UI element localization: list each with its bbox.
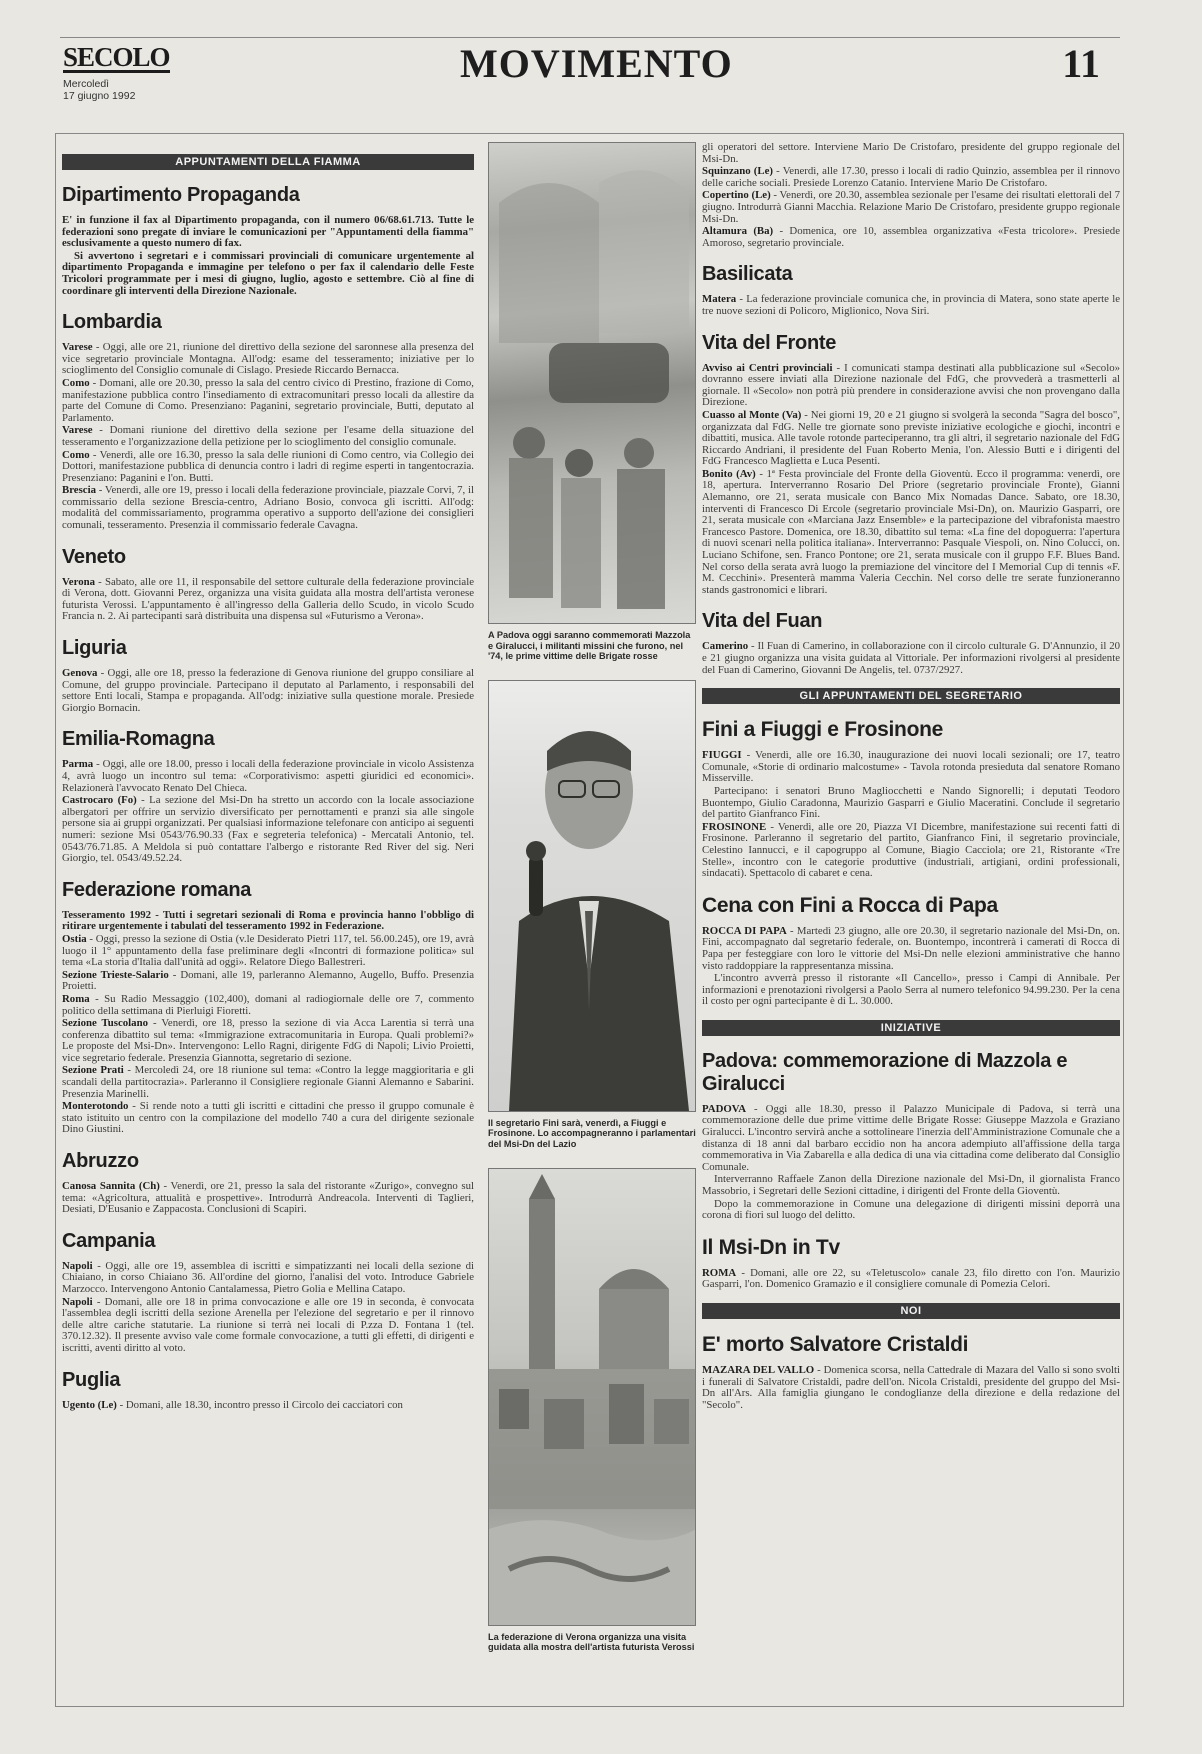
notice-text: - La federazione provinciale comunica che, in provincia di Matera, sono state aperte le tre nuove sezioni di Policoro, Miglionico, Nova Siri. [702, 293, 1120, 317]
caption-fini: Il segretario Fini sarà, venerdì, a Fiuggi e Frosinone. Lo accompagneranno i parlamentari del Msi-Dn del Lazio [488, 1117, 696, 1149]
photo-fini-portrait [488, 680, 696, 1112]
banner-segretario: GLI APPUNTAMENTI DEL SEGRETARIO [702, 688, 1120, 704]
notice-text: - Domani, alle ore 18 in prima convocazione e alle ore 19 in seconda, è convocata l'assemblea degli iscritti della sezione Arenella per l'elezione del segretario e per il rinnovo delle altre cariche statutarie. La riunione si terrà nei locali di P.zza D. Fontana 1 (tel. 370.12.32). Il presente avviso vale come formale convocazione, a tutti gli effetti, di dirigenti e iscritti, aventi diritto al voto. [62, 1295, 474, 1354]
banner-iniziative: INIZIATIVE [702, 1020, 1120, 1036]
heading-dipartimento: Dipartimento Propaganda [62, 184, 300, 206]
page-number: 11 [1062, 41, 1100, 86]
notice-text: - 1ª Festa provinciale del Fronte della Gioventù. Ecco il programma: venerdì, ore 18, apertura. Interverranno Rosario Del Priore (segretario provinciale Fronte), Gianni Alemanno, ore 21, serata musicale con Banco Mix Nomadas Dance. Sabato, ore 18.30, interventi di Francesco Di Ercole (segretario provinciale Msi-Dn), on. Maurizio Gasparri, ore 21, serata musicale con «Marciana Jazz Ensemble» e la partecipazione del vibrafonista maestro Francesco Pastore. Domenica, ore 18.30, dibattito sul tema: «La fine del dopoguerra: l'apertura di nuovi scenari nella politica italiana». Interverranno: Pasquale Viespoli, on. Nino Colucci, on. Luciano Schifone, sen. Franco Pontone; ore 21, serata musicale con il gruppo F.F. Blues Band. Nel corso della serata avrà luogo la premiazione del vincitore del I Memorial Cup di tennis «F. M. Cecchini». Presenterà mamma Valeria Cecchin. Nel corso delle tre serate funzioneranno stands gastronomici e librari. [702, 467, 1120, 596]
notice-place: Altamura (Ba) [702, 225, 774, 238]
notice-text: - Domani, alle 19, parleranno Alemanno, Augello, Buffo. Presenzia Proietti. [62, 968, 474, 993]
notice-place: Camerino [702, 640, 749, 653]
banner-noi: NOI [702, 1303, 1120, 1319]
notice-place: Varese [62, 341, 93, 354]
notice-text: - Sabato, alle ore 11, il responsabile del settore culturale della federazione provinciale di Verona, dott. Giovanni Perez, organizza una visita guidata alla mostra dell'artista veronese futurista Verossi. L'appuntamento è all'ingresso della Galleria dello Scudo, in vicolo Scudo Francia n. 2. Ai partecipanti sarà distribuita una dispensa sul «Futurismo a Verona». [62, 575, 474, 623]
notice-place: Sezione Prati [62, 1064, 124, 1077]
notice-place: Avviso ai Centri provinciali [702, 361, 833, 374]
notice-item [702, 226, 1120, 249]
notice-text: - Oggi, alle ore 19, assemblea di iscritti e simpatizzanti nei locali della sezione di Chiaiano, in corso Chiaiano 36. All'ordine del giorno, l'analisi del voto. Introduce Gabriele Marzocco. Intervengono Antonio Cantalamessa, Pietro Golia e Mellina Catapo. [62, 1259, 474, 1295]
roma-lead: Tesseramento 1992 - Tutti i segretari sezionali di Roma e provincia hanno l'obbligo di ritirare urgentemente i tabulati del tesseramento 1992 in Federazione. [62, 908, 474, 933]
notice-item [62, 795, 474, 865]
notice-place: Castrocaro (Fo) [62, 794, 137, 807]
notice-place: Copertino (Le) [702, 189, 771, 202]
notice-item [702, 1174, 1120, 1197]
issue-full-date: 17 giugno 1992 [63, 90, 136, 102]
puglia-items [62, 1400, 474, 1412]
notice-text: Partecipano: i senatori Bruno Magliocchetti e Nando Signorelli; i deputati Teodoro Buontempo, Giulio Caradonna, Maurizio Gasparri e Giulio Maceratini. Conclude il segretario del partito Gianfranco Fini. [702, 784, 1120, 821]
notice-item [62, 994, 474, 1017]
notice-place: ROCCA DI PAPA [702, 924, 787, 937]
heading-campania: Campania [62, 1229, 156, 1252]
notice-item [62, 425, 474, 448]
caption-verona: La federazione di Verona organizza una visita guidata alla mostra dell'artista futurista Verossi [488, 1631, 695, 1653]
heading-veneto: Veneto [62, 545, 126, 568]
photo-fini-graphic [489, 681, 696, 1111]
notice-place: Varese [62, 424, 93, 437]
basilicata-items [702, 294, 1120, 317]
photo-padova-crowd [488, 142, 696, 624]
notice-text: - Martedì 23 giugno, alle ore 20.30, il segretario nazionale del Msi-Dn, on. Fini, accompagnato dal segretario federale, on. Buontempo, incontrerà i camerati di Rocca di Papa per festeggiare con loro le vittorie del Msi-Dn nelle elezioni amministrative che hanno visto raddoppiare la rappresentanza missina. [702, 924, 1120, 972]
campania-items [62, 1261, 474, 1355]
notice-text: Interverranno Raffaele Zanon della Direzione nazionale del Msi-Dn, il giornalista Franco Massobrio, i Segretari delle Sezioni cittadine, i dirigenti del Fronte della Gioventù. [702, 1173, 1120, 1198]
notice-text: - Su Radio Messaggio (102,400), domani al radiogiornale delle ore 7, commento politico della settimana di Pierluigi Fioretti. [62, 992, 474, 1017]
notice-item [62, 1297, 474, 1355]
notice-place: Como [62, 448, 90, 461]
notice-item [702, 469, 1120, 597]
notice-place: Napoli [62, 1295, 93, 1308]
heading-padova: Padova: commemorazione di Mazzola e Giralucci [702, 1049, 1068, 1095]
notice-item [702, 190, 1120, 225]
notice-place: MAZARA DEL VALLO [702, 1364, 815, 1376]
notice-item [62, 1065, 474, 1100]
notice-item [62, 1181, 474, 1216]
rocca-items [702, 926, 1120, 1008]
notice-text: L'incontro avverrà presso il ristorante «Il Cancello», presso i Campi di Annibale. Per informazioni e prenotazioni rivolgersi a Paolo Serra al numero telefonico 94.99.230. Per la cena il costo per ogni partecipante è di L. 30.000. [702, 972, 1120, 1008]
masthead [60, 38, 1120, 108]
notice-place: Roma [62, 992, 90, 1005]
heading-msi-tv: Il Msi-Dn in Tv [702, 1235, 840, 1259]
notice-item [702, 926, 1120, 972]
notice-text: - Mercoledì 24, ore 18 riunione sul tema: «Contro la legge maggioritaria e gli scandali della partitocrazia». Parleranno il Consigliere regionale Gianni Alemanno e Sabarini. Presenzia Marinelli. [62, 1064, 474, 1100]
notice-item [702, 363, 1120, 409]
heading-vita-del-fronte: Vita del Fronte [702, 331, 837, 354]
notice-item [62, 970, 474, 993]
heading-fiuggi-frosinone: Fini a Fiuggi e Frosinone [702, 718, 944, 742]
fronte-items [702, 363, 1120, 597]
notice-text: - Il Fuan di Camerino, in collaborazione con il circolo culturale G. D'Annunzio, il 20 e 21 giugno organizza una visita guidata al Vittoriale. Per informazioni rivolgersi al presidente del Fuan di Camerino, Giovanni De Angelis, tel. 0737/2927. [702, 640, 1120, 676]
notice-place: PADOVA [702, 1102, 746, 1115]
lombardia-items [62, 342, 474, 532]
notice-item [62, 1101, 474, 1136]
section-title: MOVIMENTO [460, 41, 733, 86]
notice-text: - Domenica scorsa, nella Cattedrale di Mazara del Vallo si sono svolti i funerali di Salvatore Cristaldi, padre dell'on. Nicola Cristaldi, presidente del gruppo del Msi-Dn all'Ars. Alla famiglia giungano le condoglianze della direzione e della redazione del "Secolo". [702, 1364, 1120, 1411]
notice-text: - Domani, alle ore 20.30, presso la sala del centro civico di Prestino, frazione di Como, manifestazione pubblica contro l'insediamento di extracomunitari presso locali da allestire da parte del Comune di Como. Presenziano: Paganini, segretario provinciale, Butti, deputato al Parlamento. [62, 376, 474, 424]
notice-text: - Venerdì, ore 20.30, assemblea sezionale per l'esame dei risultati elettorali del 7 giugno. Introdurrà Gianni Macchia. Relazione Mario De Cristofaro, presidente gruppo regionale Msi-Dn. [702, 189, 1120, 225]
notice-item [702, 750, 1120, 785]
notice-text: - I comunicati stampa destinati alla pubblicazione sul «Secolo» dovranno essere inviati alla Direzione nazionale del FdG, che provvederà a trasmetterli al giornale. Il «Secolo» non potrà più prendere in considerazione avvisi che non provengano dalla Direzione. [702, 361, 1120, 409]
tv-items [702, 1268, 1120, 1291]
heading-lombardia: Lombardia [62, 311, 162, 334]
notice-place: Ostia [62, 932, 87, 945]
notice-item [702, 786, 1120, 821]
notice-text: Dopo la commemorazione in Comune una delegazione di dirigenti missini deporrà una corona di fiori sul luogo del delitto. [702, 1197, 1120, 1222]
notice-text: - Venerdì, alle ore 16.30, presso la sala delle riunioni di Como centro, via Collegio dei Dottori, manifestazione pubblica di denuncia contro i ladri di regime esperti in tangentocrazia. Presenziano: Paganini e l'on. Butti. [62, 448, 474, 484]
notice-place: Genova [62, 667, 98, 680]
notice-item [702, 1104, 1120, 1174]
notice-item [62, 668, 474, 714]
photo-verona-graphic [489, 1169, 696, 1625]
right-column [702, 142, 1120, 1702]
notice-place: Canosa Sannita (Ch) [62, 1180, 160, 1193]
notice-place: FIUGGI [702, 749, 742, 762]
notice-text: - Venerdì, alle ore 16.30, inaugurazione dei nuovi locali sezionali; ore 17, teatro Comunale, «Storie di ordinario malcostume» - Tavola rotonda presieduta dal senatore Romano Misserville. [702, 749, 1120, 785]
notice-item [702, 973, 1120, 1008]
notice-place: Bonito (Av) [702, 467, 756, 480]
dip-paragraph-1: E' in funzione il fax al Dipartimento propaganda, con il numero 06/68.61.713. Tutte le federazioni sono pregate di inviare le comunicazioni per "Appuntamenti della fiamma" esclusivamente a questo numero di fax. [62, 214, 474, 250]
notice-text: - Si rende noto a tutti gli iscritti e cittadini che presso il gruppo comunale è stato istituito un centro con la compilazione del modello 740 a cura del dirigente sezionale Dino Giustini. [62, 1100, 474, 1136]
notice-text: - Oggi, alle ore 21, riunione del direttivo della sezione del saronnese alla presenza del vice segretario provinciale Montagna. All'odg: esame del tesseramento; iniziative per lo scioglimento del Consiglio comunale di Cislago. Presiede Riccardo Bernacca. [62, 341, 474, 377]
notice-item [62, 759, 474, 794]
banner-appuntamenti: APPUNTAMENTI DELLA FIAMMA [62, 154, 474, 170]
notice-item [62, 1261, 474, 1296]
notice-place: Matera [702, 293, 737, 306]
cristaldi-items [702, 1365, 1120, 1411]
issue-date [63, 78, 135, 102]
notice-place: Brescia [62, 484, 96, 497]
notice-place: Monterotondo [62, 1100, 129, 1113]
fiuggi-items [702, 750, 1120, 880]
notice-text: - Venerdì, ore 18, presso la sezione di via Acca Larentia si terrà una conferenza dibattito sul tema: «Immigrazione extracomunitaria in Europa. Quali problemi?» Le proposte del Msi-Dn». Intervengono: Lello Ragni, dirigente FdG di Napoli; Livio Proietti, vice segretario federale. Presenzia Giannotta, segretario di sezione. [62, 1017, 474, 1064]
notice-text: - Venerdì, ore 21, presso la sala del ristorante «Zurigo», convegno sul tema: «Agricoltura, attualità e prospettive». Introdurrà Andreacola. Interventi di Taglieri, Desiati, D'Eusanio e Zappacosta. Conclusioni di Scapiri. [62, 1180, 474, 1216]
heading-federazione-romana: Federazione romana [62, 878, 252, 901]
notice-text: - Domani riunione del direttivo della sezione per l'esame della situazione del tesseramento e l'organizzazione della petizione per lo scioglimento del consiglio comunale. [62, 424, 474, 448]
notice-place: Ugento (Le) [62, 1398, 117, 1411]
notice-place: Squinzano (Le) [702, 165, 773, 178]
notice-text: - Nei giorni 19, 20 e 21 giugno si svolgerà la seconda "Sagra del bosco", organizzata dal FdG. Nelle tre giornate sono previste iniziative ecologiche e giochi, incontri e dibattiti, musica. Alle tavole rotonde parteciperanno, tra gli altri, il segretario nazionale del FdG Riccardo Andriani, il presidente del Fuan Roberto Menia, l'on. Alessio Butti e i dirigenti del FdG Francesco Maglietta e Luca Pesenti. [702, 408, 1120, 468]
veneto-items [62, 577, 474, 623]
notice-item [62, 378, 474, 424]
liguria-items [62, 668, 474, 714]
notice-place: Parma [62, 758, 94, 771]
notice-text: - Venerdì, alle 17.30, presso i locali di radio Quinzio, assemblea per il rinnovo delle cariche sociali. Presiede Lorenzo Catanio. Interviene Mario De Cristofaro. [702, 165, 1120, 189]
notice-place: Cuasso al Monte (Va) [702, 408, 802, 421]
notice-text: gli operatori del settore. Interviene Mario De Cristofaro, presidente del gruppo regionale del Msi-Dn. [702, 142, 1120, 165]
issue-day: Mercoledì [63, 78, 110, 90]
fuan-items [702, 641, 1120, 676]
notice-item [62, 1018, 474, 1064]
notice-item [702, 822, 1120, 880]
left-column [62, 142, 474, 1702]
abruzzo-items [62, 1181, 474, 1216]
photo-verona-city [488, 1168, 696, 1626]
dip-paragraph-2: Si avvertono i segretari e i commissari provinciali di comunicare urgentemente al dipartimento Propaganda e immagine per telefono o per fax il calendario delle Feste Tricolori programmate per i mesi di giugno, luglio, agosto e settembre. Ciò al fine di coordinare gli interventi della Direzione Nazionale. [62, 249, 474, 297]
notice-item [702, 641, 1120, 676]
heading-cristaldi: E' morto Salvatore Cristaldi [702, 1333, 969, 1356]
notice-item [702, 1199, 1120, 1222]
notice-item [702, 1365, 1120, 1411]
notice-text: - Oggi alle 18.30, presso il Palazzo Municipale di Padova, si terrà una commemorazione delle due prime vittime delle Brigate Rosse: Giuseppe Mazzola e Graziano Giralucci. L'incontro servirà anche a sottolineare l'inerzia dell'Amministrazione Comunale che a distanza di 18 anni dal barbaro eccidio non ha ancora adempiuto all'affissione della targa commemorativa in Via Zabarella e alla dedica di una via cittadina come deliberato dal Consiglio Comunale. [702, 1102, 1120, 1173]
notice-place: ROMA [702, 1266, 737, 1279]
notice-place: Sezione Tuscolano [62, 1017, 148, 1030]
heading-rocca-di-papa: Cena con Fini a Rocca di Papa [702, 893, 998, 917]
notice-item [702, 410, 1120, 468]
heading-puglia: Puglia [62, 1368, 121, 1391]
notice-item [702, 142, 1120, 165]
notice-text: - Oggi, alle ore 18, presso la federazione di Genova riunione del gruppo consiliare al Comune, del gruppo provinciale. Partecipano il deputato al Parlamento, i responsabili del settore Enti locali, Stampa e propaganda. All'odg: iniziative sulla questione morale. Presiede Giorgio Bornacin. [62, 667, 474, 714]
notice-text: - Domenica, ore 10, assemblea organizzativa «Festa tricolore». Presiede Amoroso, segretario provinciale. [702, 225, 1120, 249]
notice-item [702, 1268, 1120, 1291]
notice-item [702, 294, 1120, 317]
roma-items [62, 934, 474, 1136]
notice-place: Napoli [62, 1259, 93, 1272]
heading-basilicata: Basilicata [702, 263, 793, 286]
heading-emilia-romagna: Emilia-Romagna [62, 728, 215, 751]
notice-text: - Oggi, presso la sezione di Ostia (v.le Desiderato Pietri 117, tel. 56.00.245), ore 19, avrà luogo il 1° appuntamento della fase preliminare degli «Incontri di formazione politica» sul tema «La storia d'Italia dall'unità ad oggi». Relatore Diego Ballestreri. [62, 932, 474, 969]
notice-place: Verona [62, 575, 95, 588]
notice-item [62, 450, 474, 485]
notice-place: Sezione Trieste-Salario [62, 968, 169, 981]
notice-item [62, 342, 474, 377]
notice-text: - Venerdì, alle ore 20, Piazza VI Dicembre, manifestazione sui recenti fatti di Frosinone. Parleranno il segretario del partito, Gianfranco Fini, il segretario provinciale, Celestino Iannucci, e il capogruppo al Comune, Biagio Cacciola; ore 21, Ristorante «Tre Stelle», incontro con le categorie produttive (industriali, artigiani, ordini professionali, sindacati). Spettacolo di cabaret e cena. [702, 820, 1120, 880]
newspaper-logo: SECOLO [63, 42, 170, 72]
heading-abruzzo: Abruzzo [62, 1150, 139, 1173]
notice-item [702, 166, 1120, 189]
notice-text: - Domani, alle 18.30, incontro presso il Circolo dei cacciatori con [116, 1398, 403, 1411]
heading-vita-del-fuan: Vita del Fuan [702, 610, 823, 633]
notice-item [62, 485, 474, 531]
notice-item [62, 1400, 474, 1412]
caption-padova: A Padova oggi saranno commemorati Mazzola e Giralucci, i militanti missini che furono, nel '74, le prime vittime delle Brigate rosse [488, 630, 691, 662]
notice-text: - Domani, alle ore 22, su «Teletuscolo» canale 23, filo diretto con l'on. Maurizio Gasparri, l'on. Domenico Gramazio e il consigliere comunale di Pomezia Celori. [702, 1266, 1120, 1291]
notice-item [62, 577, 474, 623]
notice-item [62, 934, 474, 969]
emilia-items [62, 759, 474, 864]
notice-place: FROSINONE [702, 820, 767, 833]
notice-text: - La sezione del Msi-Dn ha stretto un accordo con la locale associazione albergatori per offrire un servizio diversificato per pernottamenti e pranzi sia alle singole persone sia ai gruppi organizzati. Per qualsiasi informazione telefonare con anticipo ai seguenti numeri: sezione Msi 0543/76.90.33 (Fax e segreteria telefonica) - Mercatali Antonio, tel. 0543/76.71.85. A Meldola si può contattare l'albergo e ristorante Red River del sig. Neri Giorgio, tel. 0543/49.52.24. [62, 794, 474, 865]
heading-liguria: Liguria [62, 637, 127, 660]
puglia-continued [702, 142, 1120, 249]
notice-text: - Venerdì, alle ore 19, presso i locali della federazione provinciale, piazzale Corvi, 7, il commissario della sezione Brescia-centro, Adriano Bosio, convoca gli iscritti. All'odg: modalità del commissariamento, programma operativo a supporto dell'azione dei consiglieri comunali, tesseramento. Presenzia il commissario federale Cavagna. [62, 484, 474, 532]
photo-padova-graphic [489, 143, 696, 623]
padova-items [702, 1104, 1120, 1222]
middle-column [488, 142, 696, 1702]
notice-text: - Oggi, alle ore 18.00, presso i locali della federazione provinciale in vicolo Assistenza 4, avrà luogo un incontro sul tema: «Corporativismo: aspetti giuridici ed economici». Relazionerà l'avvocato Renato Del Chieca. [62, 758, 474, 794]
notice-place: Como [62, 376, 90, 389]
